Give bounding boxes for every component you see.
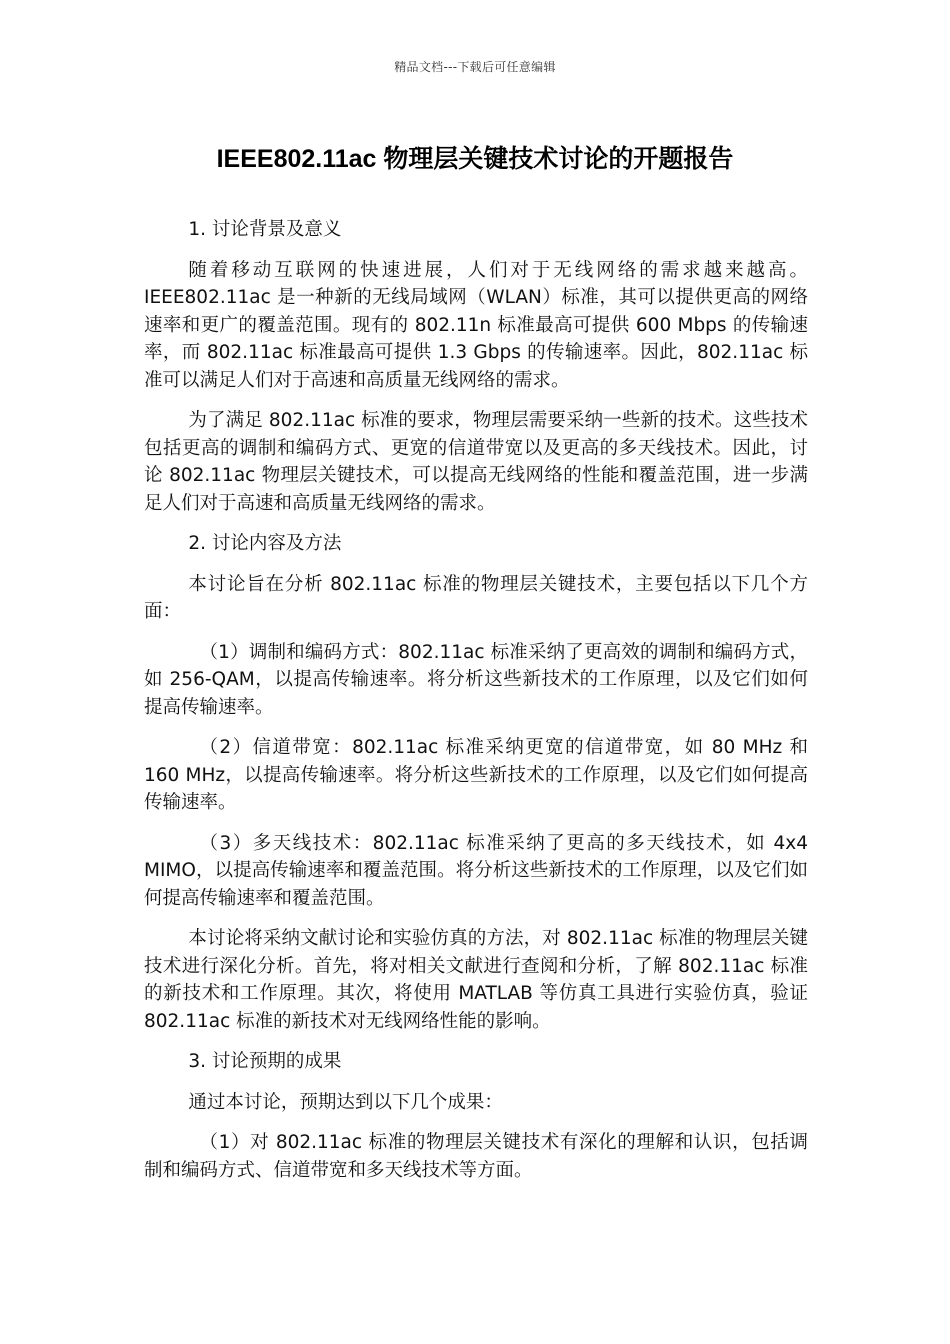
header-note: 精品文档---下载后可任意编辑 bbox=[394, 60, 556, 74]
section-heading-background: 1. 讨论背景及意义 bbox=[188, 219, 342, 240]
paragraph-content-intro: 本讨论旨在分析 802.11ac 标准的物理层关键技术，主要包括以下几个方面： bbox=[144, 573, 808, 622]
section-heading-content: 2. 讨论内容及方法 bbox=[188, 533, 342, 554]
section-heading-results: 3. 讨论预期的成果 bbox=[188, 1051, 342, 1072]
list-item-mimo: （3）多天线技术：802.11ac 标准采纳了更高的多天线技术，如 4x4 MIMO，以提高传输速率和覆盖范围。将分析这些新技术的工作原理，以及它们如何提高传输速率和覆盖范围。 bbox=[144, 832, 808, 909]
list-item-result-1: （1）对 802.11ac 标准的物理层关键技术有深化的理解和认识，包括调制和编码方式、信道带宽和多天线技术等方面。 bbox=[144, 1132, 808, 1181]
paragraph-results-intro: 通过本讨论，预期达到以下几个成果： bbox=[188, 1091, 503, 1113]
list-item-bandwidth: （2）信道带宽：802.11ac 标准采纳更宽的信道带宽，如 80 MHz 和 160 MHz，以提高传输速率。将分析这些新技术的工作原理，以及它们如何提高传输速率。 bbox=[144, 737, 808, 813]
paragraph-background-1: 随着移动互联网的快速进展，人们对于无线网络的需求越来越高。IEEE802.11ac 是一种新的无线局域网（WLAN）标准，其可以提供更高的网络速率和更广的覆盖范围。现有的 802.11n 标准最高可提供 600 Mbps 的传输速率，而 802.11ac 标准最高可提供 1.3 Gbps 的传输速率。因此，802.11ac 标准可以满足人们对于高速和高质量无线网络的需求。 bbox=[144, 259, 808, 391]
document-title: IEEE802.11ac 物理层关键技术讨论的开题报告 bbox=[216, 145, 734, 173]
document-body bbox=[144, 216, 808, 1197]
paragraph-background-2: 为了满足 802.11ac 标准的要求，物理层需要采纳一些新的技术。这些技术包括更高的调制和编码方式、更宽的信道带宽以及更高的多天线技术。因此，讨论 802.11ac 物理层关键技术，可以提高无线网络的性能和覆盖范围，进一步满足人们对于高速和高质量无线网络的需求。 bbox=[144, 410, 808, 514]
list-item-modulation: （1）调制和编码方式：802.11ac 标准采纳了更高效的调制和编码方式，如 256-QAM，以提高传输速率。将分析这些新技术的工作原理，以及它们如何提高传输速率。 bbox=[144, 641, 808, 718]
paragraph-method: 本讨论将采纳文献讨论和实验仿真的方法，对 802.11ac 标准的物理层关键技术进行深化分析。首先，将对相关文献进行查阅和分析，了解 802.11ac 标准的新技术和工作原理。其次，将使用 MATLAB 等仿真工具进行实验仿真，验证 802.11ac 标准的新技术对无线网络性能的影响。 bbox=[144, 928, 808, 1032]
